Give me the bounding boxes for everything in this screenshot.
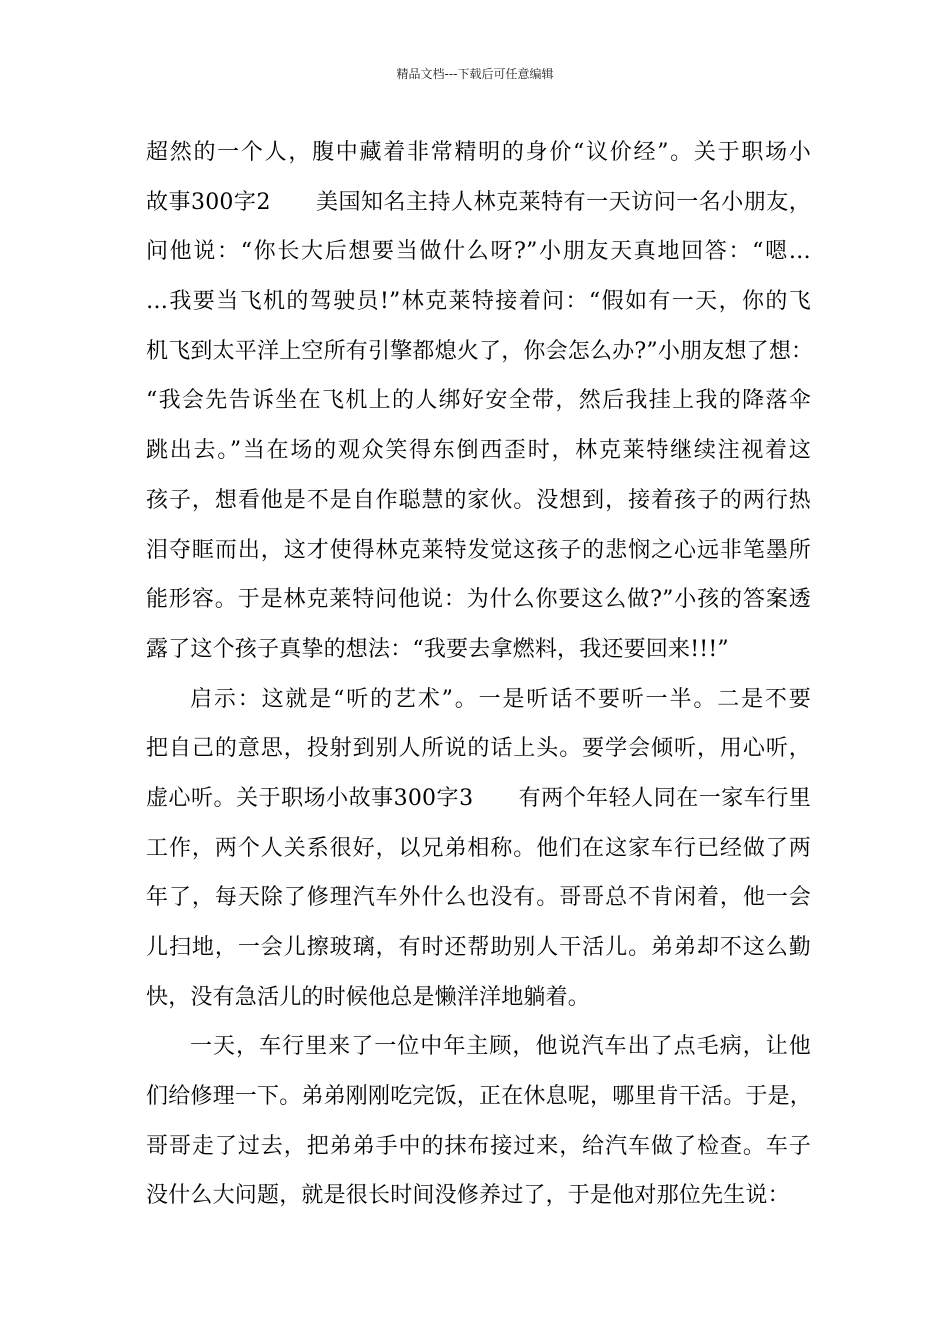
text-line: 启示：这就是“听的艺术”。一是听话不要听一半。二是不要 bbox=[190, 686, 811, 712]
text-line: 机飞到太平洋上空所有引擎都熄火了，你会怎么办?”小朋友想了想： bbox=[146, 338, 814, 364]
text-line: 能形容。于是林克莱特问他说：为什么你要这么做?”小孩的答案透 bbox=[146, 587, 811, 613]
text-line: 们给修理一下。弟弟刚刚吃完饭，正在休息呢，哪里肯干活。于是， bbox=[146, 1084, 813, 1110]
text-line: 哥哥走了过去，把弟弟手中的抹布接过来，给汽车做了检查。车子 bbox=[146, 1133, 811, 1159]
text-line: …我要当飞机的驾驶员!”林克莱特接着问：“假如有一天，你的飞 bbox=[146, 289, 811, 315]
text-line: 故事300字2 美国知名主持人林克莱特有一天访问一名小朋友， bbox=[146, 189, 811, 215]
text-line: 超然的一个人，腹中藏着非常精明的身价“议价经”。关于职场小 bbox=[146, 140, 811, 165]
page-header: 精品文档---下载后可任意编辑 bbox=[396, 67, 554, 81]
text-line: 快，没有急活儿的时候他总是懒洋洋地躺着。 bbox=[146, 984, 591, 1010]
text-line: 孩子，想看他是不是自作聪慧的家伙。没想到，接着孩子的两行热 bbox=[146, 487, 811, 513]
text-line: 没什么大问题，就是很长时间没修养过了，于是他对那位先生说： bbox=[146, 1183, 790, 1209]
text-line: “我会先告诉坐在飞机上的人绑好安全带，然后我挂上我的降落伞 bbox=[146, 388, 811, 414]
text-line: 儿扫地，一会儿擦玻璃，有时还帮助别人干活儿。弟弟却不这么勤 bbox=[146, 935, 811, 960]
text-line: 虚心听。关于职场小故事300字3 有两个年轻人同在一家车行里 bbox=[146, 785, 811, 811]
text-line: 年了，每天除了修理汽车外什么也没有。哥哥总不肯闲着，他一会 bbox=[146, 885, 811, 911]
text-line: 问他说：“你长大后想要当做什么呀?”小朋友天真地回答：“嗯… bbox=[146, 239, 811, 265]
text-line: 露了这个孩子真挚的想法：“我要去拿燃料，我还要回来!!!” bbox=[146, 636, 729, 662]
text-line: 泪夺眶而出，这才使得林克莱特发觉这孩子的悲悯之心远非笔墨所 bbox=[146, 537, 811, 563]
text-line: 工作，两个人关系很好，以兄弟相称。他们在这家车行已经做了两 bbox=[146, 835, 811, 861]
document-body bbox=[146, 128, 814, 1221]
text-line: 一天，车行里来了一位中年主顾，他说汽车出了点毛病，让他 bbox=[190, 1034, 811, 1060]
text-line: 跳出去。”当在场的观众笑得东倒西歪时，林克莱特继续注视着这 bbox=[146, 438, 811, 464]
text-line: 把自己的意思，投射到别人所说的话上头。要学会倾听，用心听， bbox=[146, 736, 811, 762]
